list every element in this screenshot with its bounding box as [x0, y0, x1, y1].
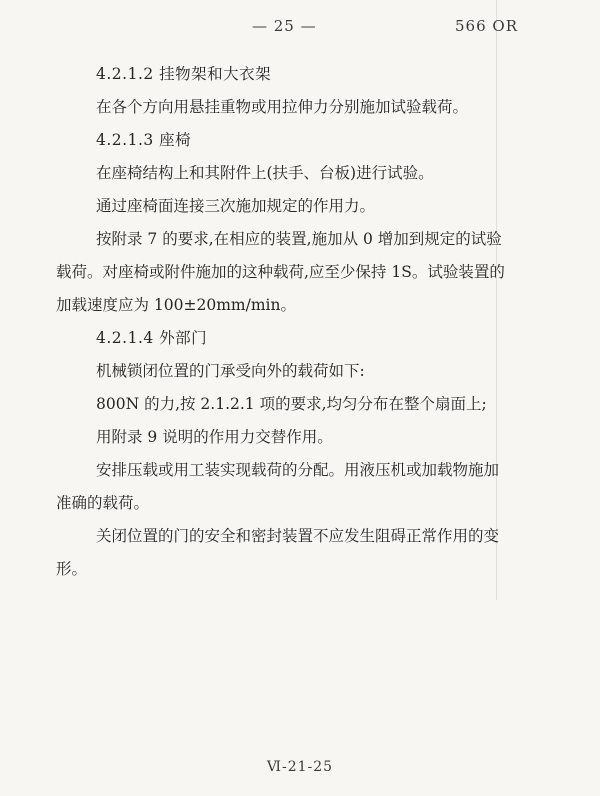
- paragraph-line: 在座椅结构上和其附件上(扶手、台板)进行试验。: [96, 164, 434, 182]
- paragraph-line: 形。: [56, 560, 88, 578]
- paragraph-line: 用附录 9 说明的作用力交替作用。: [96, 428, 333, 446]
- footer-page-code: Ⅵ-21-25: [266, 759, 334, 775]
- section-heading-4-2-1-2: 4.2.1.2 挂物架和大衣架: [96, 65, 272, 83]
- section-heading-4-2-1-3: 4.2.1.3 座椅: [96, 131, 192, 149]
- paragraph-line: 机械锁闭位置的门承受向外的载荷如下:: [96, 362, 365, 380]
- paragraph-line: 安排压载或用工装实现载荷的分配。用液压机或加载物施加: [96, 461, 500, 479]
- body-text: [56, 58, 546, 586]
- paragraph-line: 在各个方向用悬挂重物或用拉伸力分别施加试验载荷。: [96, 98, 469, 116]
- paragraph-line: 关闭位置的门的安全和密封装置不应发生阻碍正常作用的变: [96, 527, 500, 545]
- paragraph-line: 载荷。对座椅或附件施加的这种载荷,应至少保持 1S。试验装置的: [56, 263, 505, 281]
- header-page-number: — 25 —: [252, 17, 317, 35]
- paragraph-line: 按附录 7 的要求,在相应的装置,施加从 0 增加到规定的试验: [96, 230, 502, 248]
- paragraph-line: 800N 的力,按 2.1.2.1 项的要求,均匀分布在整个扇面上;: [96, 395, 487, 413]
- header-code: 566 OR: [455, 17, 518, 35]
- paragraph-line: 通过座椅面连接三次施加规定的作用力。: [96, 197, 376, 215]
- paragraph-line: 加载速度应为 100±20mm/min。: [56, 296, 296, 314]
- section-heading-4-2-1-4: 4.2.1.4 外部门: [96, 329, 208, 347]
- paragraph-line: 准确的载荷。: [56, 494, 150, 512]
